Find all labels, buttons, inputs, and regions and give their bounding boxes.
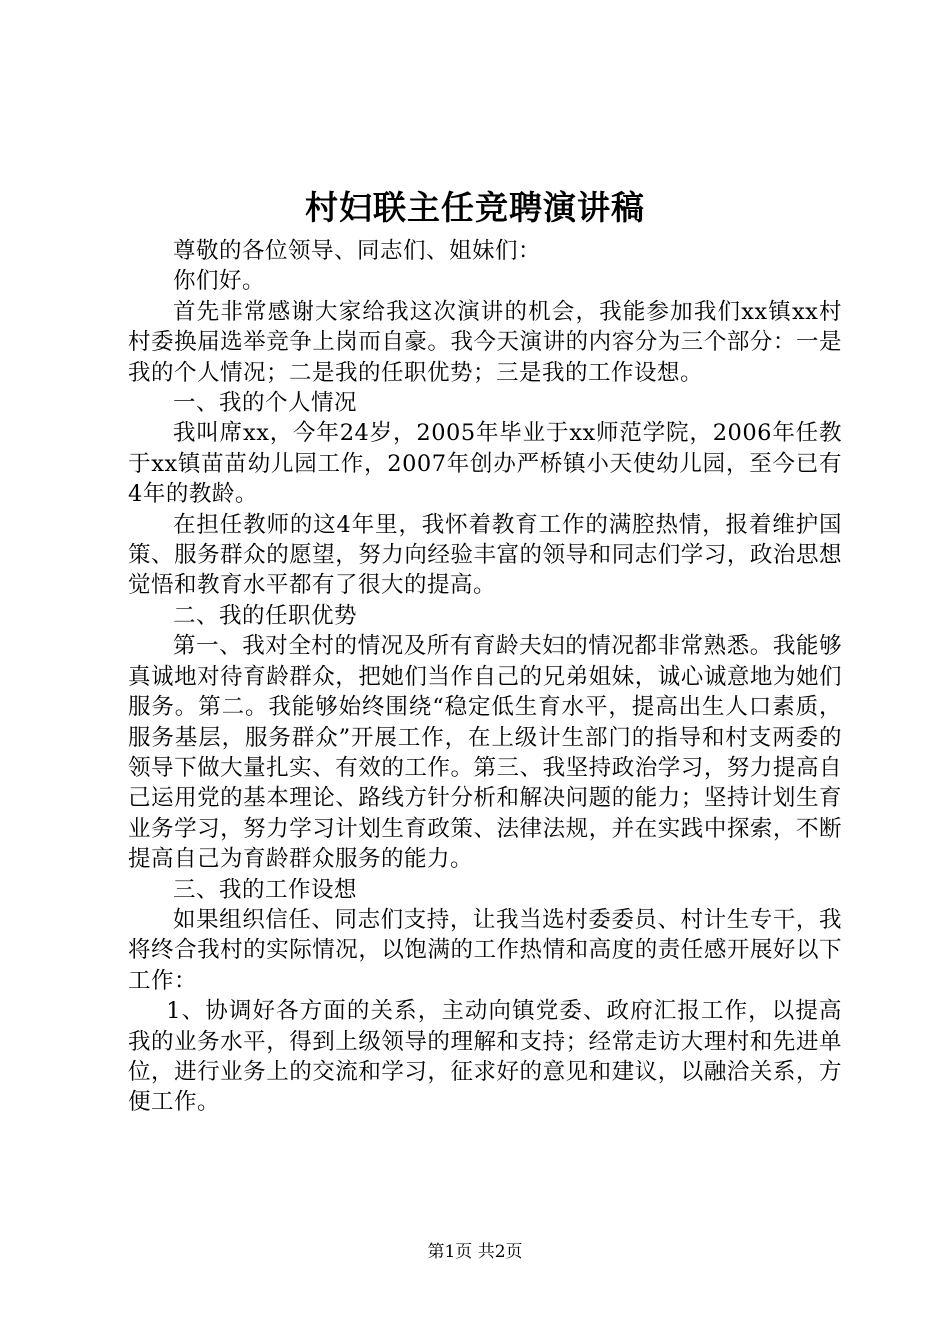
plan-item-1: 1、协调好各方面的关系，主动向镇党委、政府汇报工作，以提高我的业务水平，得到上级领导的理解和支持；经常走访大理村和先进单位，进行业务上的交流和学习，征求好的意见和建议，以融洽关系，方便工作。 <box>128 998 842 1116</box>
advantages-paragraph: 第一、我对全村的情况及所有育龄夫妇的情况都非常熟悉。我能够真诚地对待育龄群众，把她们当作自己的兄弟姐妹，诚心诚意地为她们服务。第二。我能够始终围绕“稳定低生育水平，提高出生人口素质，服务基层，服务群众”开展工作，在上级计生部门的指导和村支两委的领导下做大量扎实、有效的工作。第三、我坚持政治学习，努力提高自己运用党的基本理论、路线方针分析和解决问题的能力；坚持计划生育业务学习，努力学习计划生育政策、法律法规，并在实践中探索，不断提高自己为育龄群众服务的能力。 <box>128 633 842 873</box>
document-title: 村妇联主任竞聘演讲稿 <box>305 188 645 227</box>
salutation: 尊敬的各位领导、同志们、姐妹们： <box>173 238 542 264</box>
personal-paragraph: 我叫席xx，今年24岁，2005年毕业于xx师范学院，2006年任教于xx镇苗苗幼儿园工作，2007年创办严桥镇小天使幼儿园，至今已有4年的教龄。 <box>128 420 842 508</box>
section-heading-plans: 三、我的工作设想 <box>173 876 358 903</box>
plans-paragraph: 如果组织信任、同志们支持，让我当选村委委员、村计生专干，我将终合我村的实际情况，以饱满的工作热情和高度的责任感开展好以下工作： <box>128 906 842 994</box>
document-body <box>128 236 842 1118</box>
section-heading-advantages: 二、我的任职优势 <box>173 602 358 629</box>
greeting: 你们好。 <box>173 268 266 295</box>
section-heading-personal: 一、我的个人情况 <box>173 390 358 417</box>
teaching-paragraph: 在担任教师的这4年里，我怀着教育工作的满腔热情，报着维护国策、服务群众的愿望，努力向经验丰富的领导和同志们学习，政治思想觉悟和教育水平都有了很大的提高。 <box>128 511 842 599</box>
page-number: 第1页 共2页 <box>427 1242 523 1262</box>
intro-paragraph: 首先非常感谢大家给我这次演讲的机会，我能参加我们xx镇xx村村委换届选举竞争上岗而自豪。我今天演讲的内容分为三个部分：一是我的个人情况；二是我的任职优势；三是我的工作设想。 <box>128 298 842 386</box>
